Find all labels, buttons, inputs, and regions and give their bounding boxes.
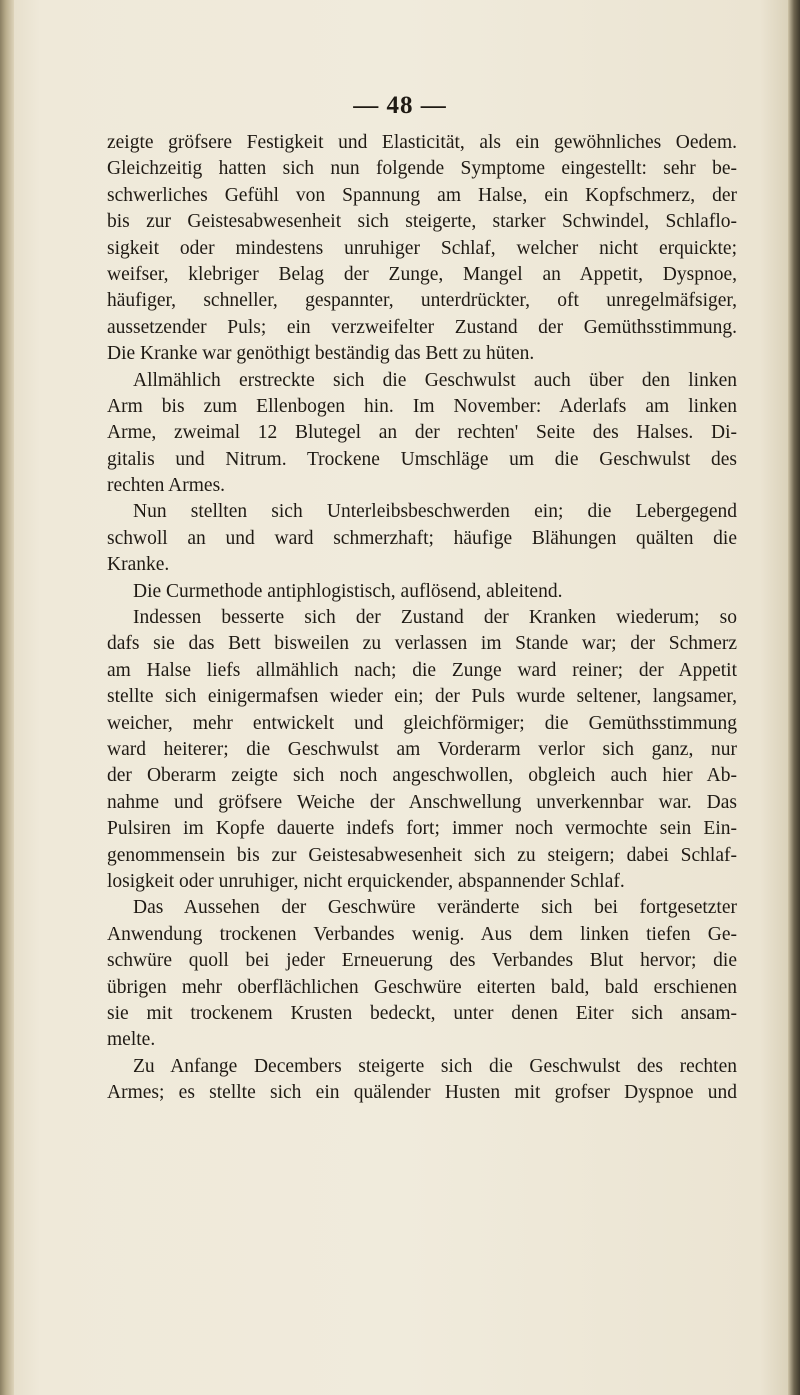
text-line: dafs sie das Bett bisweilen zu verlassen im Stande war; der Schmerz (107, 633, 737, 655)
text-line: melte. (107, 1029, 156, 1051)
text-line: bis zur Geistesabwesenheit sich steigerte, starker Schwindel, Schlaflo- (107, 211, 737, 233)
text-line: am Halse liefs allmählich nach; die Zunge ward reiner; der Appetit (107, 659, 737, 681)
text-line: zeigte gröfsere Festigkeit und Elasticität, als ein gewöhnliches Oedem. (107, 132, 737, 153)
text-line: losigkeit oder unruhiger, nicht erquickender, abspannender Schlaf. (107, 870, 625, 892)
page-outer-edge (788, 0, 800, 1395)
text-line: Allmählich erstreckte sich die Geschwulst auch über den linken (133, 369, 737, 391)
text-line: der Oberarm zeigte sich noch angeschwollen, obgleich auch hier Ab- (107, 765, 737, 787)
text-line: Armes; es stellte sich ein quälender Husten mit grofser Dyspnoe und (107, 1082, 737, 1104)
text-line: Das Aussehen der Geschwüre veränderte sich bei fortgesetzter (133, 897, 737, 919)
text-line: sigkeit oder mindestens unruhiger Schlaf, welcher nicht erquickte; (107, 237, 737, 259)
text-line: Die Curmethode antiphlogistisch, auflösend, ableitend. (133, 580, 563, 602)
text-line: weifser, klebriger Belag der Zunge, Mangel an Appetit, Dyspnoe, (107, 263, 737, 285)
text-line: schwoll an und ward schmerzhaft; häufige Blähungen quälten die (107, 527, 737, 549)
text-line: stellte sich einigermafsen wieder ein; der Puls wurde seltener, langsamer, (107, 686, 737, 708)
text-line: Kranke. (107, 554, 170, 576)
text-line: Pulsiren im Kopfe dauerte indefs fort; immer noch vermochte sein Ein- (107, 818, 737, 840)
text-line: Die Kranke war genöthigt beständig das Bett zu hüten. (107, 343, 535, 365)
text-line: weicher, mehr entwickelt und gleichförmiger; die Gemüthsstimmung (107, 712, 737, 734)
text-line: nahme und gröfsere Weiche der Anschwellung unverkennbar war. Das (107, 791, 737, 813)
text-line: übrigen mehr oberflächlichen Geschwüre eiterten bald, bald erschienen (107, 976, 737, 998)
page-binding-edge (0, 0, 14, 1395)
text-line: Nun stellten sich Unterleibsbeschwerden ein; die Lebergegend (133, 501, 737, 523)
text-line: Anwendung trockenen Verbandes wenig. Aus dem linken tiefen Ge- (107, 923, 737, 945)
text-line: rechten Armes. (107, 475, 226, 497)
text-line: ward heiterer; die Geschwulst am Vorderarm verlor sich ganz, nur (107, 738, 737, 760)
text-line: Arm bis zum Ellenbogen hin. Im November: Aderlafs am linken (107, 395, 737, 417)
text-line: Zu Anfange Decembers steigerte sich die Geschwulst des rechten (133, 1055, 737, 1077)
text-line: aussetzender Puls; ein verzweifelter Zustand der Gemüthsstimmung. (107, 316, 737, 338)
body-text (107, 130, 737, 1106)
text-line: schwerliches Gefühl von Spannung am Halse, ein Kopfschmerz, der (107, 184, 737, 206)
text-line: gitalis und Nitrum. Trockene Umschläge um die Geschwulst des (107, 448, 737, 470)
text-line: Arme, zweimal 12 Blutegel an der rechten' Seite des Halses. Di- (107, 422, 737, 444)
text-line: genommensein bis zur Geistesabwesenheit sich zu steigern; dabei Schlaf- (107, 844, 737, 866)
page-number: — 48 — (353, 92, 447, 119)
text-line: sie mit trockenem Krusten bedeckt, unter denen Eiter sich ansam- (107, 1002, 737, 1024)
text-line: häufiger, schneller, gespannter, unterdrückter, oft unregelmäfsiger, (107, 290, 737, 312)
text-line: Indessen besserte sich der Zustand der Kranken wiederum; so (133, 607, 737, 629)
text-line: Gleichzeitig hatten sich nun folgende Symptome eingestellt: sehr be- (107, 158, 737, 180)
text-line: schwüre quoll bei jeder Erneuerung des Verbandes Blut hervor; die (107, 950, 737, 972)
